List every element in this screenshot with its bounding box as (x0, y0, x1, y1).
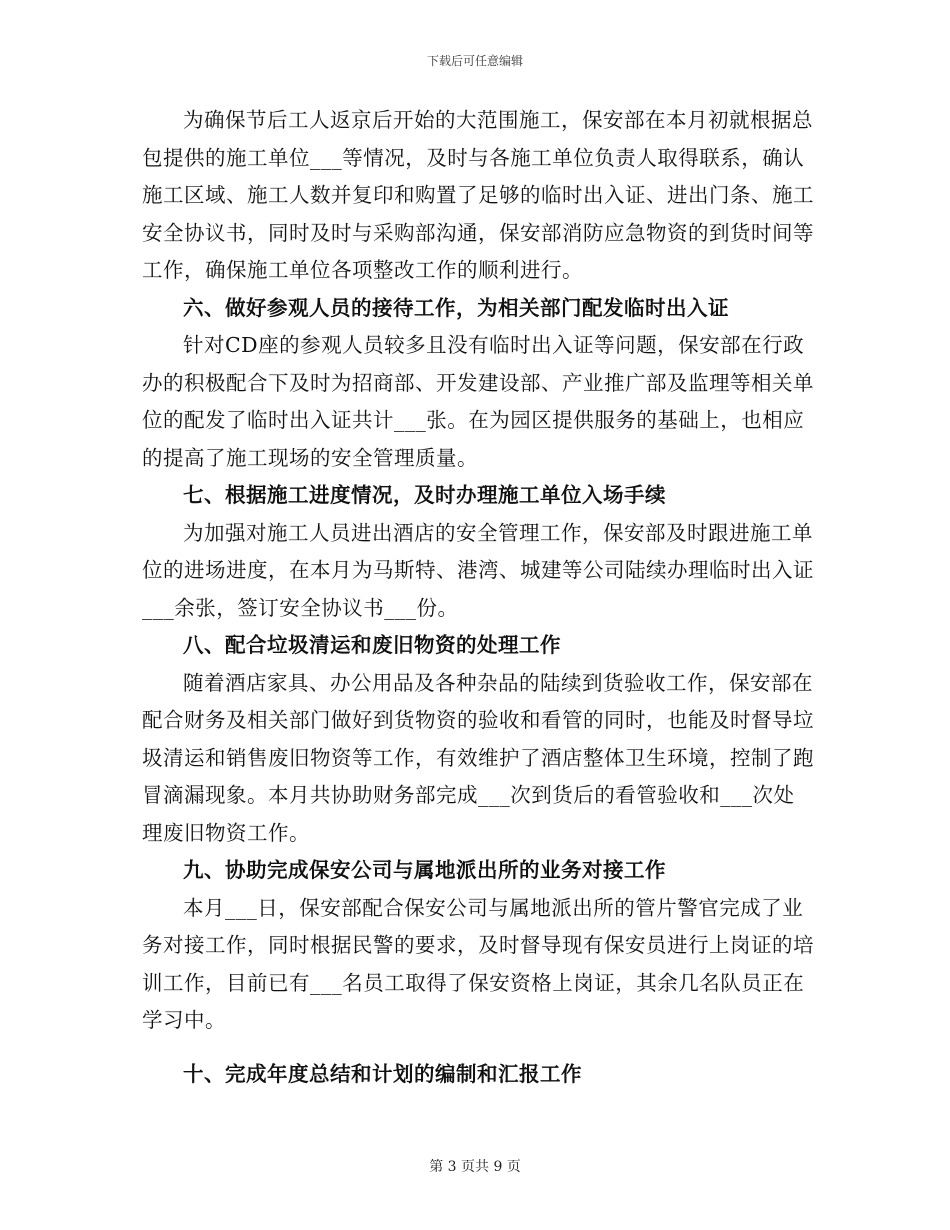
section-heading-9: 九、协助完成保安公司与属地派出所的业务对接工作 (183, 858, 666, 882)
section-heading-7: 七、根据施工进度情况，及时办理施工单位入场手续 (183, 483, 666, 507)
paragraph-waste-handling: 随着酒店家具、办公用品及各种杂品的陆续到货验收工作，保安部在配合财务及相关部门做好到货物资的验收和看管的同时，也能及时督导垃圾清运和销售废旧物资等工作，有效维护了酒店整体卫生环境，控制了跑冒滴漏现象。本月共协助财务部完成___次到货后的看管验收和___次处理废旧物资工作。 (142, 670, 814, 845)
section-heading-8: 八、配合垃圾清运和废旧物资的处理工作 (183, 633, 561, 657)
section-heading-6: 六、做好参观人员的接待工作，为相关部门配发临时出入证 (183, 295, 729, 320)
paragraph-entry-procedures: 为加强对施工人员进出酒店的安全管理工作，保安部及时跟进施工单位的进场进度，在本月为马斯特、港湾、城建等公司陆续办理临时出入证___余张，签订安全协议书___份。 (142, 520, 814, 620)
paragraph-police-liaison: 本月___日，保安部配合保安公司与属地派出所的管片警官完成了业务对接工作，同时根据民警的要求，及时督导现有保安员进行上岗证的培训工作，目前已有___名员工取得了保安资格上岗证，其余几名队员正在学习中。 (142, 895, 814, 1032)
document-body (142, 102, 814, 1093)
paragraph-construction-prep: 为确保节后工人返京后开始的大范围施工，保安部在本月初就根据总包提供的施工单位___等情况，及时与各施工单位负责人取得联系，确认施工区域、施工人数并复印和购置了足够的临时出入证、进出门条、施工安全协议书，同时及时与采购部沟通，保安部消防应急物资的到货时间等工作，确保施工单位各项整改工作的顺利进行。 (142, 108, 814, 282)
page-header: 下载后可任意编辑 (426, 54, 523, 68)
section-heading-10: 十、完成年度总结和计划的编制和汇报工作 (183, 1061, 582, 1086)
page-footer: 第 3 页共 9 页 (429, 1159, 521, 1175)
paragraph-visitor-reception: 针对CD座的参观人员较多且没有临时出入证等问题，保安部在行政办的积极配合下及时为招商部、开发建设部、产业推广部及监理等相关单位的配发了临时出入证共计___张。在为园区提供服务的基础上，也相应的提高了施工现场的安全管理质量。 (142, 333, 814, 470)
